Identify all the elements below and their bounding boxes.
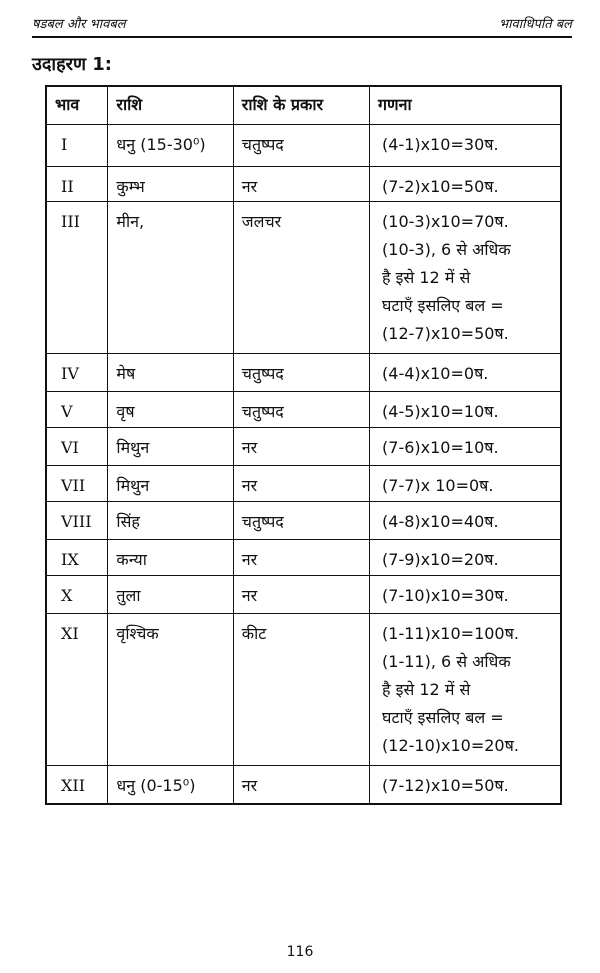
- table-row: [46, 502, 561, 540]
- rashi-type-cell: नर: [233, 167, 369, 202]
- bhava-cell: III: [46, 202, 108, 354]
- table-body: [46, 125, 561, 804]
- rashi-cell: मीन,: [108, 202, 233, 354]
- calculation-cell: [370, 392, 561, 428]
- rashi-cell: वृष: [108, 392, 233, 428]
- column-header-bhava: भाव: [46, 86, 108, 125]
- bhava-cell: V: [46, 392, 108, 428]
- rashi-type-cell: नर: [233, 428, 369, 466]
- rashi-cell: मिथुन: [108, 428, 233, 466]
- calculation-line: (4-4)x10=0ष.: [382, 364, 489, 383]
- calculation-line: (4-8)x10=40ष.: [382, 512, 499, 531]
- calculation-cell: [370, 354, 561, 392]
- rashi-cell: कुम्भ: [108, 167, 233, 202]
- calculation-cell: [370, 125, 561, 167]
- bhava-cell: II: [46, 167, 108, 202]
- rashi-type-cell: चतुष्पद: [233, 354, 369, 392]
- table-row: [46, 466, 561, 502]
- rashi-cell: मिथुन: [108, 466, 233, 502]
- calculation-line: (12-10)x10=20ष.: [382, 736, 519, 755]
- calculation-line: (7-9)x10=20ष.: [382, 550, 499, 569]
- calculation-cell: [370, 540, 561, 576]
- rashi-type-cell: नर: [233, 540, 369, 576]
- calculation-cell: [370, 202, 561, 354]
- example-heading: उदाहरण 1:: [32, 54, 113, 75]
- header-divider: [32, 36, 572, 38]
- calculation-cell: [370, 428, 561, 466]
- calculation-line: (7-12)x10=50ष.: [382, 776, 509, 795]
- running-header-right: भावाधिपति बल: [499, 17, 572, 32]
- bhava-cell: IX: [46, 540, 108, 576]
- rashi-type-cell: नर: [233, 576, 369, 614]
- rashi-type-cell: नर: [233, 466, 369, 502]
- calculation-cell: [370, 167, 561, 202]
- calculation-line: है इसे 12 में से: [382, 268, 471, 287]
- calculation-line: है इसे 12 में से: [382, 680, 471, 699]
- table-row: [46, 125, 561, 167]
- column-header-calculation: गणना: [370, 86, 561, 125]
- calculation-line: (10-3)x10=70ष.: [382, 212, 509, 231]
- calculation-line: (12-7)x10=50ष.: [382, 324, 509, 343]
- rashi-type-cell: नर: [233, 766, 369, 804]
- table-row: [46, 167, 561, 202]
- calculation-line: (4-5)x10=10ष.: [382, 402, 499, 421]
- bhava-cell: X: [46, 576, 108, 614]
- column-header-rashi-type: राशि के प्रकार: [233, 86, 369, 125]
- rashi-cell: मेष: [108, 354, 233, 392]
- calculation-cell: [370, 502, 561, 540]
- table-row: [46, 354, 561, 392]
- bhava-calculation-table: [45, 85, 562, 805]
- bhava-cell: XI: [46, 614, 108, 766]
- bhava-cell: VII: [46, 466, 108, 502]
- rashi-cell: धनु (15-30⁰): [108, 125, 233, 167]
- calculation-cell: [370, 766, 561, 804]
- table-row: [46, 392, 561, 428]
- calculation-line: (1-11)x10=100ष.: [382, 624, 519, 643]
- rashi-type-cell: चतुष्पद: [233, 125, 369, 167]
- calculation-line: (1-11), 6 से अधिक: [382, 652, 511, 671]
- page-number: 116: [286, 944, 314, 960]
- table-row: [46, 614, 561, 766]
- calculation-line: (7-10)x10=30ष.: [382, 586, 509, 605]
- calculation-line: (7-2)x10=50ष.: [382, 177, 499, 196]
- table-row: [46, 576, 561, 614]
- bhava-cell: VIII: [46, 502, 108, 540]
- calculation-cell: [370, 614, 561, 766]
- table-row: [46, 202, 561, 354]
- calculation-line: घटाएँ इसलिए बल =: [382, 708, 504, 727]
- rashi-cell: धनु (0-15⁰): [108, 766, 233, 804]
- calculation-line: (4-1)x10=30ष.: [382, 135, 499, 154]
- calculation-cell: [370, 576, 561, 614]
- bhava-cell: VI: [46, 428, 108, 466]
- bhava-cell: I: [46, 125, 108, 167]
- calculation-line: (7-7)x 10=0ष.: [382, 476, 494, 495]
- bhava-cell: IV: [46, 354, 108, 392]
- rashi-cell: सिंह: [108, 502, 233, 540]
- calculation-line: (10-3), 6 से अधिक: [382, 240, 511, 259]
- running-header-left: षडबल और भावबल: [32, 17, 126, 32]
- column-header-rashi: राशि: [108, 86, 233, 125]
- rashi-type-cell: चतुष्पद: [233, 392, 369, 428]
- rashi-type-cell: कीट: [233, 614, 369, 766]
- table-row: [46, 540, 561, 576]
- rashi-cell: तुला: [108, 576, 233, 614]
- calculation-line: (7-6)x10=10ष.: [382, 438, 499, 457]
- table-row: [46, 428, 561, 466]
- rashi-cell: वृश्चिक: [108, 614, 233, 766]
- rashi-type-cell: चतुष्पद: [233, 502, 369, 540]
- rashi-type-cell: जलचर: [233, 202, 369, 354]
- bhava-cell: XII: [46, 766, 108, 804]
- calculation-line: घटाएँ इसलिए बल =: [382, 296, 504, 315]
- calculation-cell: [370, 466, 561, 502]
- table-row: [46, 766, 561, 804]
- table-header-row: [46, 86, 561, 125]
- rashi-cell: कन्या: [108, 540, 233, 576]
